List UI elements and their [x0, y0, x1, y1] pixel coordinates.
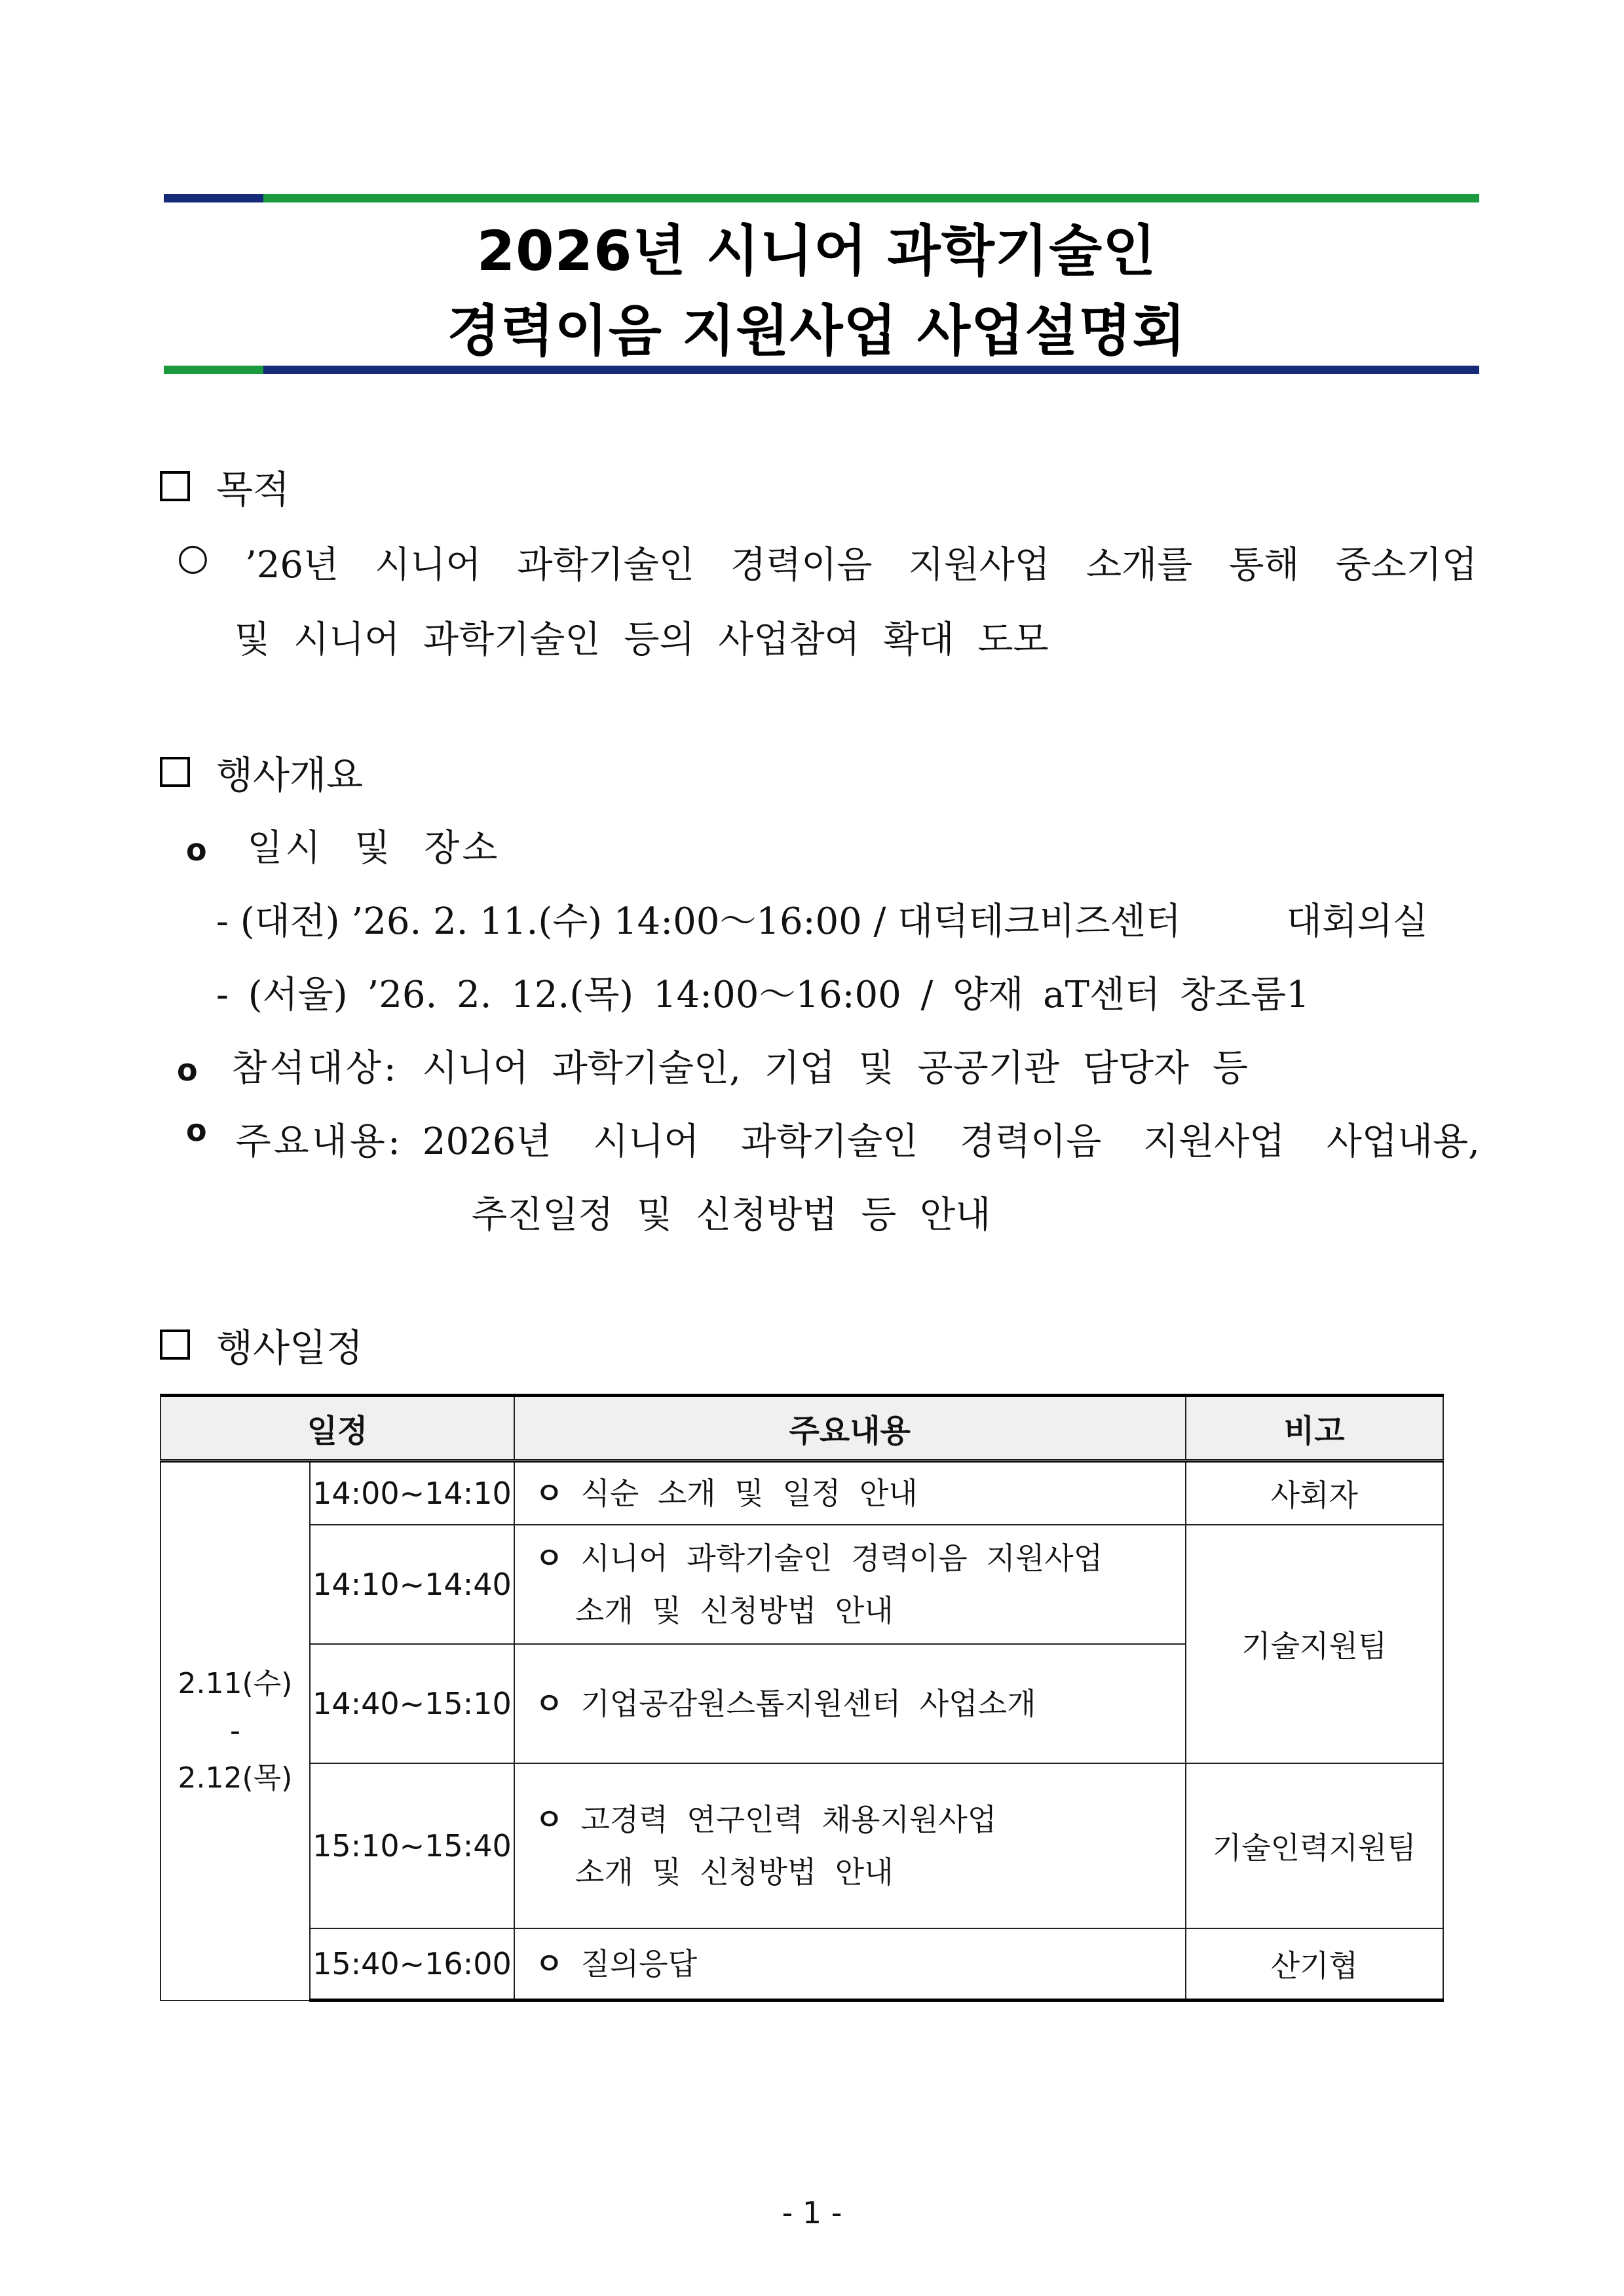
content-cell: [514, 1461, 1186, 1525]
schedule-table: [160, 1394, 1444, 2002]
purpose-word: 중소기업: [1335, 544, 1477, 586]
time-cell: 14:10~14:40: [310, 1525, 514, 1644]
daejeon-detail: - (대전) ’26. 2. 11.(수) 14:00～16:00 / 대덕테크비즈센터: [216, 900, 1181, 943]
content-word: 과학기술인: [740, 1120, 918, 1163]
content-line1: [423, 1113, 1480, 1165]
title-bottom-bar-green: [164, 366, 263, 374]
content-word: 2026년: [422, 1120, 552, 1163]
purpose-word: 경력이음: [730, 544, 873, 586]
table-row: [161, 1461, 1443, 1525]
attendees-text: 시니어 과학기술인, 기업 및 공공기관 담당자 등: [422, 1047, 1248, 1090]
time-cell: 14:00~14:10: [310, 1461, 514, 1525]
bullet-icon: ㅇ: [534, 1945, 564, 1981]
time-cell: 14:40~15:10: [310, 1644, 514, 1763]
bullet-icon: ㅇ: [534, 1685, 564, 1721]
hollow-circle-icon: ○: [177, 536, 209, 579]
bullet-icon: ㅇ: [534, 1540, 564, 1576]
content-cell: [514, 1763, 1186, 1928]
content-label: 주요내용:: [235, 1120, 403, 1163]
table-row: [161, 1525, 1443, 1644]
content-word: 경력이음: [959, 1120, 1102, 1163]
section-heading-text: 행사일정: [216, 1326, 364, 1370]
section-heading-text: 행사개요: [216, 753, 364, 797]
overview-daejeon: [216, 892, 1428, 945]
content-text: 시니어 과학기술인 경력이음 지원사업: [580, 1540, 1103, 1576]
purpose-word: 통해: [1228, 544, 1300, 586]
purpose-line2: 및 시니어 과학기술인 등의 사업참여 확대 도모: [235, 619, 1049, 661]
content-text: 고경력 연구인력 채용지원사업: [580, 1801, 997, 1837]
header-note: 비고: [1186, 1396, 1444, 1461]
checkbox-square-icon: [160, 757, 190, 787]
table-header-row: [161, 1396, 1443, 1461]
date-end: 2.12(목): [178, 1761, 293, 1795]
date-cell: [161, 1461, 310, 2000]
bold-circle-icon: o: [186, 832, 207, 868]
content-text: 소개 및 신청방법 안내: [575, 1854, 894, 1890]
time-cell: 15:10~15:40: [310, 1763, 514, 1928]
content-word: 사업내용,: [1326, 1120, 1480, 1163]
bullet-icon: ㅇ: [534, 1801, 564, 1837]
page-title-line1: 2026년 시니어 과학기술인: [476, 219, 1157, 283]
overview-content-line2: 추진일정 및 신청방법 등 안내: [472, 1194, 991, 1236]
content-text: 기업공감원스톱지원센터 사업소개: [580, 1685, 1036, 1721]
section-heading-schedule: [160, 1317, 363, 1372]
date-start: 2.11(수): [178, 1666, 293, 1700]
bullet-icon: ㅇ: [534, 1475, 564, 1511]
content-text: 질의응답: [580, 1945, 698, 1981]
time-cell: 15:40~16:00: [310, 1928, 514, 2000]
bold-circle-icon: o: [177, 1052, 198, 1088]
overview-seoul: - (서울) ’26. 2. 12.(목) 14:00～16:00 / 양재 aT센터 창조룸1: [216, 974, 1310, 1016]
note-cell: 기술지원팀: [1186, 1525, 1444, 1763]
section-heading-text: 목적: [216, 467, 290, 512]
table-row: [161, 1763, 1443, 1928]
page-title-line2: 경력이음 지원사업 사업설명회: [447, 299, 1186, 363]
overview-datetime-item: [186, 819, 500, 871]
purpose-word: ’26년: [244, 544, 339, 586]
note-cell: 사회자: [1186, 1461, 1444, 1525]
title-bottom-bar-navy: [263, 366, 1479, 374]
note-cell: 기술인력지원팀: [1186, 1763, 1444, 1928]
checkbox-square-icon: [160, 1330, 190, 1360]
bold-circle-icon: o: [186, 1113, 207, 1148]
page-number: - 1 -: [782, 2195, 842, 2230]
header-date: 일정: [161, 1396, 514, 1461]
purpose-word: 과학기술인: [517, 544, 694, 586]
section-heading-overview: [160, 744, 363, 799]
date-separator: -: [230, 1713, 240, 1748]
content-text: 소개 및 신청방법 안내: [575, 1592, 894, 1628]
content-cell: [514, 1525, 1186, 1644]
content-text: 식순 소개 및 일정 안내: [580, 1475, 918, 1511]
daejeon-venue-room: 대회의실: [1286, 900, 1428, 943]
title-top-bar-green: [263, 194, 1479, 202]
note-cell: 산기협: [1186, 1928, 1444, 2000]
content-word: 시니어: [593, 1120, 700, 1163]
overview-attendees-item: [177, 1039, 1248, 1092]
attendees-label: 참석대상:: [231, 1047, 399, 1090]
title-top-bar-navy: [164, 194, 263, 202]
table-row: [161, 1928, 1443, 2000]
content-cell: [514, 1928, 1186, 2000]
purpose-line1: [177, 536, 1477, 588]
checkbox-square-icon: [160, 471, 190, 501]
purpose-word: 지원사업: [908, 544, 1050, 586]
purpose-word: 소개를: [1086, 544, 1193, 586]
content-word: 지원사업: [1142, 1120, 1285, 1163]
section-heading-purpose: [160, 459, 290, 514]
header-content: 주요내용: [514, 1396, 1186, 1461]
content-cell: [514, 1644, 1186, 1763]
datetime-label: 일시 및 장소: [247, 827, 500, 870]
overview-content-item: [186, 1113, 1480, 1165]
purpose-word: 시니어: [375, 544, 482, 586]
